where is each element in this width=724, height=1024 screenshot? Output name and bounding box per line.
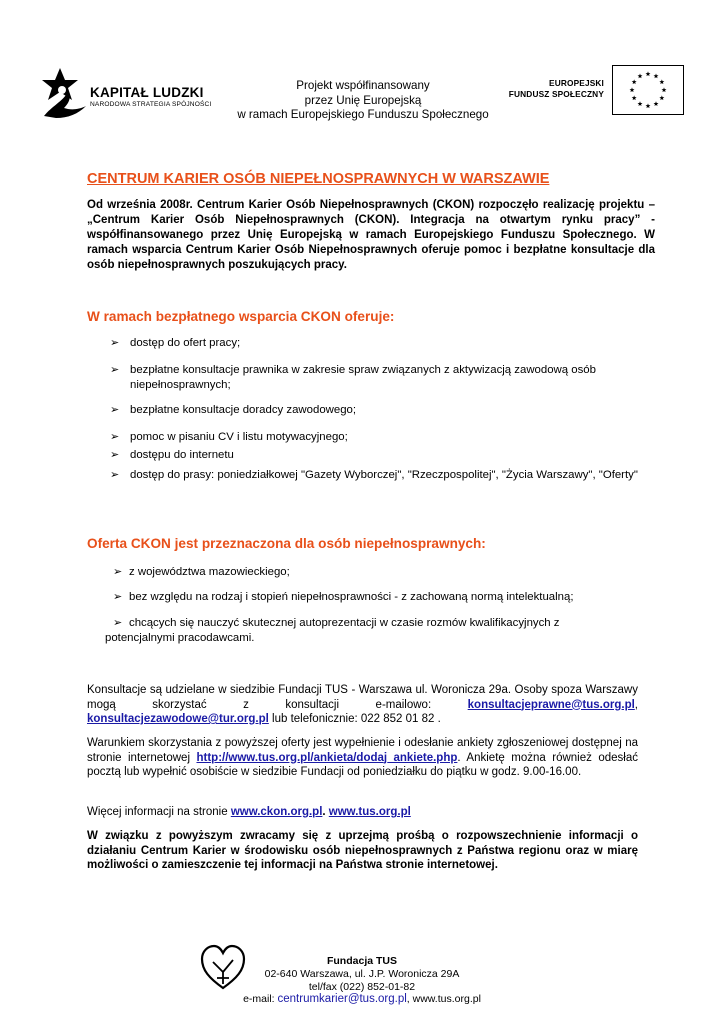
footer-org: Fundacja TUS bbox=[326, 955, 397, 967]
email-link-legal[interactable]: konsultacjeprawne@tus.org.pl bbox=[467, 698, 635, 711]
arrow-bullet-icon: ➢ bbox=[113, 591, 123, 603]
list-item bbox=[110, 448, 650, 463]
arrow-bullet-icon: ➢ bbox=[113, 617, 123, 629]
efs-label bbox=[500, 78, 604, 100]
list-item bbox=[110, 468, 650, 483]
footer-email-link[interactable]: centrumkarier@tus.org.pl bbox=[277, 993, 407, 1006]
efs-line: FUNDUSZ SPOŁECZNY bbox=[508, 89, 604, 99]
kapital-ludzki-subtitle: NARODOWA STRATEGIA SPÓJNOŚCI bbox=[90, 101, 212, 108]
survey-text: Warunkiem skorzystania z powyższej oferty jest wypełnienie i odesłanie ankiety zgłoszeniowej dostępnej na stronie internetowej bbox=[87, 737, 638, 764]
list-item bbox=[105, 616, 623, 646]
tus-website-link[interactable]: www.tus.org.pl bbox=[328, 806, 411, 818]
list-item-text: dostęp do ofert pracy; bbox=[130, 337, 241, 349]
arrow-bullet-icon: ➢ bbox=[110, 404, 120, 416]
list-item-text: chcących się nauczyć skutecznej autoprezentacji w czasie rozmów kwalifikacyjnych z bbox=[129, 617, 560, 629]
eu-flag-icon bbox=[612, 65, 684, 115]
list-item-text: bez względu na rodzaj i stopień niepełnosprawności - z zachowaną normą intelektualną; bbox=[129, 591, 574, 603]
more-info-text: Więcej informacji na stronie bbox=[87, 806, 231, 818]
email-link-career[interactable]: konsultacjezawodowe@tur.org.pl bbox=[87, 713, 269, 725]
list-item-text-continued: potencjalnymi pracodawcami. bbox=[105, 632, 255, 644]
footer-contact bbox=[236, 993, 488, 1006]
kapital-ludzki-emblem-icon bbox=[38, 66, 90, 124]
arrow-bullet-icon: ➢ bbox=[110, 449, 120, 461]
kapital-ludzki-title: KAPITAŁ LUDZKI bbox=[90, 85, 204, 100]
list-item bbox=[110, 336, 650, 351]
efs-line: EUROPEJSKI bbox=[549, 78, 604, 88]
intro-paragraph: Od września 2008r. Centrum Karier Osób Niepełnosprawnych (CKON) rozpoczęło realizację projektu – „Centrum Karier Osób Niepełnosprawnych (CKON). Integracja na otwartym rynku pracy” - współfinansowanego przez Unię Europejską w ramach Europejskiego Funduszu Społecznego. W ramach wsparcia Centrum Karier Osób Niepełnosprawnych oferuje pomoc i bezpłatne konsultacje dla osób niepełnosprawnych poszukujących pracy. bbox=[87, 199, 655, 271]
cofinancing-line: Projekt współfinansowany bbox=[296, 79, 430, 92]
list-item bbox=[110, 403, 650, 418]
list-item bbox=[113, 590, 623, 605]
cofinancing-note bbox=[230, 79, 496, 123]
request-paragraph: W związku z powyższym zwracamy się z uprzejmą prośbą o rozpowszechnienie informacji o działaniu Centrum Karier w środowisku osób niepełnosprawnych z Państwa regionu oraz w miarę możliwości o zamieszczenie tej informacji na Państwa stronie internetowej. bbox=[87, 830, 638, 871]
list-item-text: z województwa mazowieckiego; bbox=[129, 566, 290, 578]
arrow-bullet-icon: ➢ bbox=[110, 337, 120, 349]
separator: , bbox=[634, 698, 638, 711]
page-title: CENTRUM KARIER OSÓB NIEPEŁNOSPRAWNYCH W WARSZAWIE bbox=[87, 171, 550, 187]
list-item bbox=[110, 430, 650, 445]
footer-phone: tel/fax (022) 852-01-82 bbox=[308, 980, 416, 993]
arrow-bullet-icon: ➢ bbox=[110, 431, 120, 443]
separator: . bbox=[322, 806, 329, 818]
arrow-bullet-icon: ➢ bbox=[113, 566, 123, 578]
support-heading: W ramach bezpłatnego wsparcia CKON oferuje: bbox=[87, 309, 395, 324]
footer-email-label: e-mail: bbox=[243, 993, 278, 1006]
list-item-text: bezpłatne konsultacje doradcy zawodowego; bbox=[130, 404, 357, 416]
offer-heading: Oferta CKON jest przeznaczona dla osób niepełnosprawnych: bbox=[87, 536, 486, 551]
survey-link[interactable]: http://www.tus.org.pl/ankieta/dodaj_ankiete.php bbox=[196, 751, 458, 764]
footer bbox=[236, 955, 488, 1006]
arrow-bullet-icon: ➢ bbox=[110, 469, 120, 481]
list-item bbox=[113, 565, 623, 580]
cofinancing-line: przez Unię Europejską bbox=[304, 93, 422, 107]
survey-paragraph bbox=[87, 736, 638, 780]
list-item bbox=[110, 363, 650, 393]
list-item-text: bezpłatne konsultacje prawnika w zakresie spraw związanych z aktywizacją zawodową osób niepełnosprawnych; bbox=[130, 364, 596, 391]
arrow-bullet-icon: ➢ bbox=[110, 364, 120, 376]
footer-address: 02-640 Warszawa, ul. J.P. Woronicza 29A bbox=[264, 967, 460, 980]
more-info-line bbox=[87, 805, 638, 820]
list-item-text: dostęp do prasy: poniedziałkowej "Gazety Wyborczej", "Rzeczpospolitej", "Życia Warszawy", "Oferty" bbox=[130, 469, 638, 481]
consultation-paragraph bbox=[87, 683, 638, 727]
list-item-text: dostępu do internetu bbox=[130, 449, 234, 461]
ckon-website-link[interactable]: www.ckon.org.pl bbox=[230, 806, 323, 818]
list-item-text: pomoc w pisaniu CV i listu motywacyjnego; bbox=[130, 431, 348, 443]
footer-web: , www.tus.org.pl bbox=[406, 993, 481, 1006]
phone-text: lub telefonicznie: 022 852 01 82 . bbox=[268, 713, 441, 725]
survey-text-rest: . Ankietę można również odesłać pocztą lub wypełnić osobiście w siedzibie Fundacji od poniedziałku do piątku w godz. 9.00-16.00. bbox=[87, 751, 638, 778]
consultation-text: Konsultacje są udzielane w siedzibie Fundacji TUS - Warszawa ul. Woronicza 29a. Osoby spoza Warszawy mogą skorzystać z konsultacji e-mailowo: bbox=[87, 684, 638, 711]
cofinancing-line: w ramach Europejskiego Funduszu Społecznego bbox=[237, 108, 489, 121]
